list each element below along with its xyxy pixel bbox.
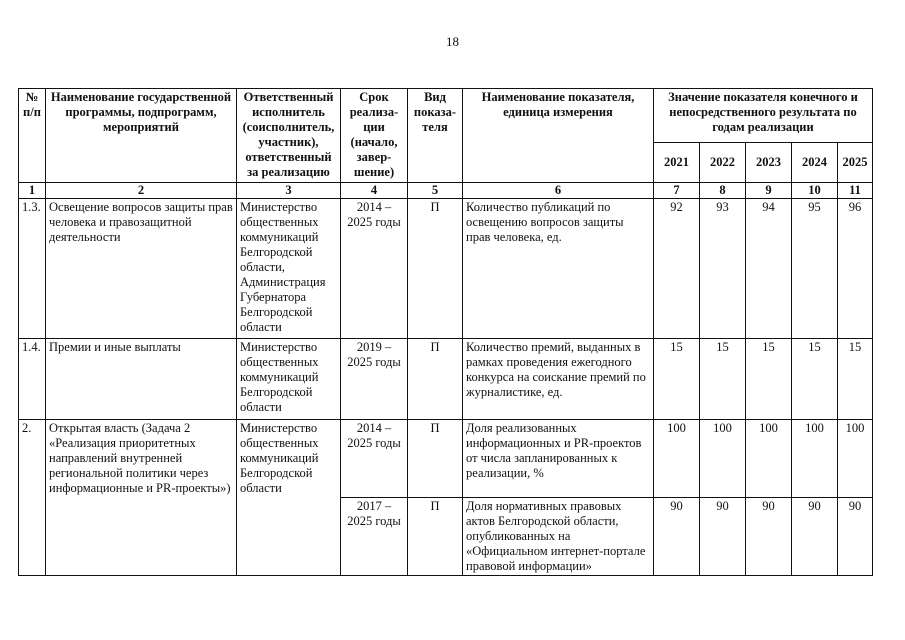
value-2025: 15 <box>838 339 873 420</box>
table-row <box>19 199 873 339</box>
value-2022: 15 <box>700 339 746 420</box>
value-2021: 92 <box>654 199 700 339</box>
indicator-name: Доля реализованных информационных и PR-проектов от числа запланированных к реализации, % <box>463 420 654 498</box>
header-indicator-type: Вид показа-теля <box>408 89 463 183</box>
header-year: 2023 <box>746 143 792 183</box>
header-indicator-name: Наименование показателя, единица измерения <box>463 89 654 183</box>
value-2024: 90 <box>792 498 838 576</box>
value-2024: 100 <box>792 420 838 498</box>
column-number-row <box>19 183 873 199</box>
activity-name: Премии и иные выплаты <box>46 339 237 420</box>
empty-cell <box>19 498 46 576</box>
empty-cell <box>46 498 237 576</box>
indicator-type: П <box>408 498 463 576</box>
period: 2019 – 2025 годы <box>341 339 408 420</box>
indicator-type: П <box>408 199 463 339</box>
value-2021: 100 <box>654 420 700 498</box>
column-number: 6 <box>463 183 654 199</box>
header-program-name: Наименование государственной программы, подпрограмм, мероприятий <box>46 89 237 183</box>
period: 2014 – 2025 годы <box>341 420 408 498</box>
value-2022: 100 <box>700 420 746 498</box>
value-2025: 96 <box>838 199 873 339</box>
table-row <box>19 420 873 498</box>
value-2023: 90 <box>746 498 792 576</box>
indicator-name: Доля нормативных правовых актов Белгородской области, опубликованных на «Официальном интернет-портале правовой информации» <box>463 498 654 576</box>
period: 2014 – 2025 годы <box>341 199 408 339</box>
activity-name: Освещение вопросов защиты прав человека и правозащитной деятельности <box>46 199 237 339</box>
header-executor: Ответственный исполнитель (соисполнитель, участник), ответственный за реализацию <box>237 89 341 183</box>
header-year: 2021 <box>654 143 700 183</box>
empty-cell <box>237 498 341 576</box>
value-2023: 15 <box>746 339 792 420</box>
page-number: 18 <box>446 34 459 49</box>
row-number: 1.3. <box>19 199 46 339</box>
indicator-name: Количество публикаций по освещению вопросов защиты прав человека, ед. <box>463 199 654 339</box>
header-year: 2025 <box>838 143 873 183</box>
indicator-type: П <box>408 420 463 498</box>
table-row <box>19 498 873 576</box>
value-2024: 95 <box>792 199 838 339</box>
header-year: 2024 <box>792 143 838 183</box>
executor: Министерство общественных коммуникаций Белгородской области, Администрация Губернатора Белгородской области <box>237 199 341 339</box>
value-2022: 93 <box>700 199 746 339</box>
value-2023: 100 <box>746 420 792 498</box>
value-2022: 90 <box>700 498 746 576</box>
indicators-table <box>18 88 873 576</box>
value-2024: 15 <box>792 339 838 420</box>
column-number: 8 <box>700 183 746 199</box>
column-number: 2 <box>46 183 237 199</box>
column-number: 10 <box>792 183 838 199</box>
value-2023: 94 <box>746 199 792 339</box>
value-2025: 100 <box>838 420 873 498</box>
indicator-name: Количество премий, выданных в рамках проведения ежегодного конкурса на соискание премий по журналистике, ед. <box>463 339 654 420</box>
value-2025: 90 <box>838 498 873 576</box>
executor: Министерство общественных коммуникаций Белгородской области <box>237 420 341 498</box>
row-number: 2. <box>19 420 46 498</box>
column-number: 11 <box>838 183 873 199</box>
header-period: Срок реализа-ции (начало, завер-шение) <box>341 89 408 183</box>
header-number: № п/п <box>19 89 46 183</box>
column-number: 9 <box>746 183 792 199</box>
executor: Министерство общественных коммуникаций Белгородской области <box>237 339 341 420</box>
value-2021: 15 <box>654 339 700 420</box>
column-number: 4 <box>341 183 408 199</box>
table-row <box>19 339 873 420</box>
row-number: 1.4. <box>19 339 46 420</box>
header-values: Значение показателя конечного и непосредственного результата по годам реализации <box>654 89 873 143</box>
indicator-type: П <box>408 339 463 420</box>
column-number: 1 <box>19 183 46 199</box>
header-year: 2022 <box>700 143 746 183</box>
column-number: 5 <box>408 183 463 199</box>
column-number: 3 <box>237 183 341 199</box>
period: 2017 – 2025 годы <box>341 498 408 576</box>
value-2021: 90 <box>654 498 700 576</box>
column-number: 7 <box>654 183 700 199</box>
activity-name: Открытая власть (Задача 2 «Реализация приоритетных направлений внутренней региональной политики через информационные и PR-проекты») <box>46 420 237 498</box>
